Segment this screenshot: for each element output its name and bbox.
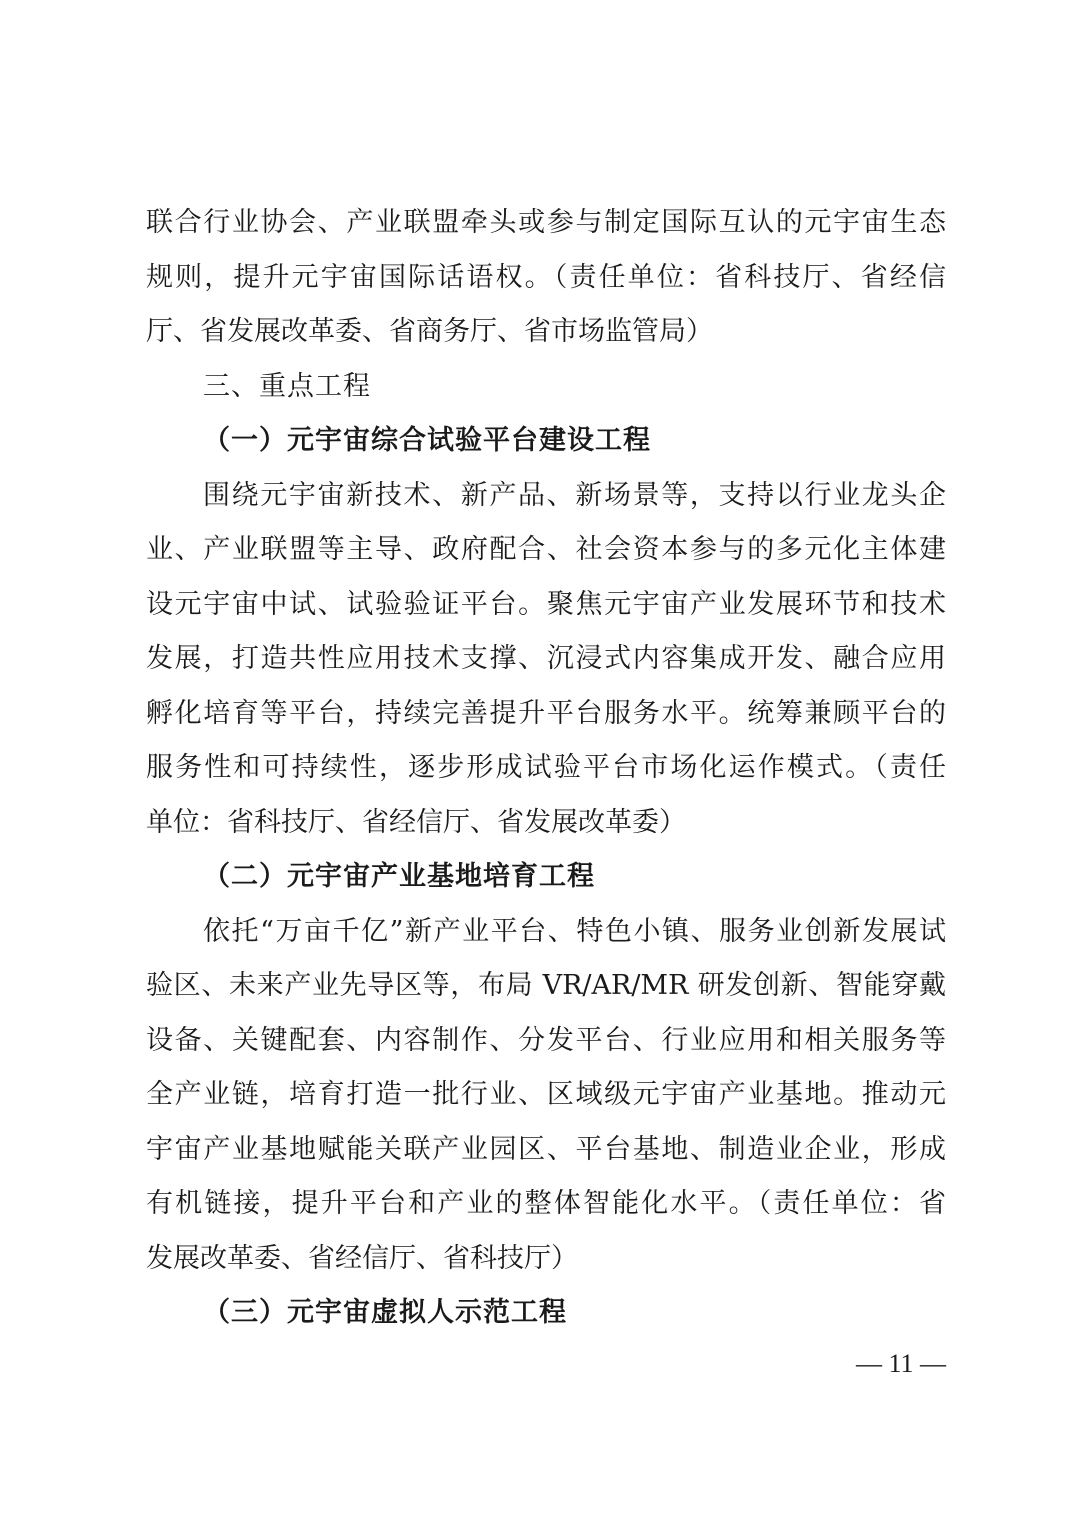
paragraph-line: 业、产业联盟等主导、政府配合、社会资本参与的多元化主体建 bbox=[146, 534, 946, 565]
paragraph-line: 规则，提升元宇宙国际话语权。（责任单位：省科技厅、省经信 bbox=[146, 261, 946, 293]
page-number: — 11 — bbox=[855, 1349, 947, 1378]
paragraph-line: 有机链接，提升平台和产业的整体智能化水平。（责任单位：省 bbox=[146, 1188, 946, 1219]
subsection-heading-3: （三）元宇宙虚拟人示范工程 bbox=[203, 1297, 567, 1328]
paragraph-line: 发展，打造共性应用技术支撑、沉浸式内容集成开发、融合应用 bbox=[146, 643, 946, 674]
section-heading: 三、重点工程 bbox=[203, 370, 371, 402]
paragraph-line: 孵化培育等平台，持续完善提升平台服务水平。统筹兼顾平台的 bbox=[146, 697, 946, 729]
paragraph-line: 厅、省发展改革委、省商务厅、省市场监管局） bbox=[146, 316, 713, 347]
paragraph-line: 设元宇宙中试、试验验证平台。聚焦元宇宙产业发展环节和技术 bbox=[146, 588, 946, 620]
paragraph-line: 宇宙产业基地赋能关联产业园区、平台基地、制造业企业，形成 bbox=[146, 1133, 946, 1165]
subsection-heading-1: （一）元宇宙综合试验平台建设工程 bbox=[203, 425, 651, 456]
paragraph-line: 发展改革委、省经信厅、省科技厅） bbox=[146, 1242, 578, 1274]
paragraph-line: 联合行业协会、产业联盟牵头或参与制定国际互认的元宇宙生态 bbox=[146, 207, 946, 238]
paragraph-line: 围绕元宇宙新技术、新产品、新场景等，支持以行业龙头企 bbox=[203, 479, 946, 511]
paragraph-line: 服务性和可持续性，逐步形成试验平台市场化运作模式。（责任 bbox=[146, 752, 946, 783]
subsection-heading-2: （二）元宇宙产业基地培育工程 bbox=[203, 861, 595, 892]
paragraph-line: 验区、未来产业先导区等，布局 VR/AR/MR 研发创新、智能穿戴 bbox=[146, 970, 946, 1001]
paragraph-line: 依托“万亩千亿”新产业平台、特色小镇、服务业创新发展试 bbox=[203, 915, 946, 947]
paragraph-line: 全产业链，培育打造一批行业、区域级元宇宙产业基地。推动元 bbox=[146, 1079, 946, 1110]
paragraph-line: 设备、关键配套、内容制作、分发平台、行业应用和相关服务等 bbox=[146, 1024, 946, 1056]
document-body bbox=[146, 196, 946, 1341]
paragraph-line: 单位：省科技厅、省经信厅、省发展改革委） bbox=[146, 806, 686, 838]
